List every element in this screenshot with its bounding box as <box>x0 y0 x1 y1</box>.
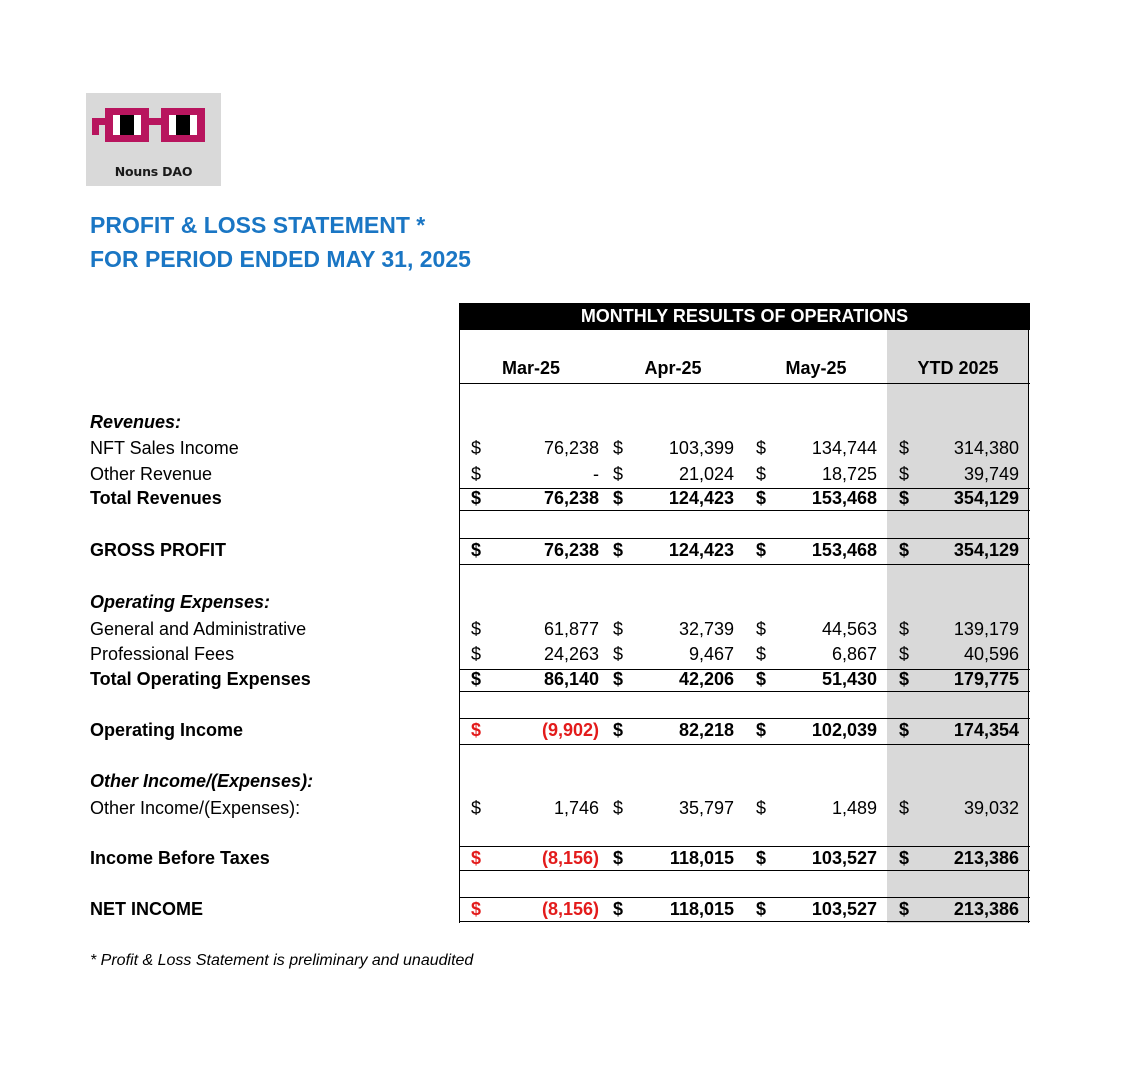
dollar-sign: $ <box>612 438 623 458</box>
col-header-may: May-25 <box>785 358 847 378</box>
cell-totopex-may: 51,430 <box>821 669 877 689</box>
dollar-sign: $ <box>470 619 481 639</box>
dollar-sign: $ <box>612 848 623 868</box>
dollar-sign: $ <box>470 464 481 484</box>
operating-income-topline <box>459 718 1030 719</box>
col-header-apr: Apr-25 <box>644 358 702 378</box>
dollar-sign: $ <box>470 899 481 919</box>
cell-prof-may: 6,867 <box>831 644 877 664</box>
cell-prof-ytd: 40,596 <box>963 644 1019 664</box>
row-label-gross-profit: GROSS PROFIT <box>90 540 227 560</box>
dollar-sign: $ <box>612 669 623 689</box>
cell-othinc-mar: 1,746 <box>553 798 599 818</box>
dollar-sign: $ <box>612 644 623 664</box>
col-header-ytd: YTD 2025 <box>917 358 999 378</box>
dollar-sign: $ <box>898 644 909 664</box>
dollar-sign: $ <box>755 464 766 484</box>
dollar-sign: $ <box>470 798 481 818</box>
cell-totopex-ytd: 179,775 <box>953 669 1019 689</box>
dollar-sign: $ <box>755 669 766 689</box>
cell-opinc-apr: 82,218 <box>678 720 734 740</box>
cell-othinc-may: 1,489 <box>831 798 877 818</box>
net-income-topline <box>459 897 1030 898</box>
dollar-sign: $ <box>755 644 766 664</box>
dollar-sign: $ <box>898 720 909 740</box>
cell-ga-apr: 32,739 <box>678 619 734 639</box>
dollar-sign: $ <box>898 438 909 458</box>
cell-ga-mar: 61,877 <box>543 619 599 639</box>
cell-net-mar: (8,156) <box>541 899 599 919</box>
dollar-sign: $ <box>898 540 909 560</box>
row-label-nft-sales: NFT Sales Income <box>90 438 239 458</box>
cell-otherrev-ytd: 39,749 <box>963 464 1019 484</box>
table-border-right <box>1028 303 1029 923</box>
dollar-sign: $ <box>612 720 623 740</box>
cell-othinc-apr: 35,797 <box>678 798 734 818</box>
cell-totrev-apr: 124,423 <box>668 488 734 508</box>
cell-totrev-may: 153,468 <box>811 488 877 508</box>
row-label-professional-fees: Professional Fees <box>90 644 235 664</box>
table-border-left <box>459 303 460 923</box>
operating-income-underline <box>459 744 1030 745</box>
dollar-sign: $ <box>470 720 481 740</box>
cell-opinc-mar: (9,902) <box>541 720 599 740</box>
gross-profit-topline <box>459 538 1030 539</box>
dollar-sign: $ <box>898 848 909 868</box>
nouns-dao-logo <box>86 93 221 186</box>
total-opex-underline <box>459 691 1030 692</box>
dollar-sign: $ <box>898 488 909 508</box>
cell-ibt-mar: (8,156) <box>541 848 599 868</box>
dollar-sign: $ <box>612 464 623 484</box>
cell-ibt-may: 103,527 <box>811 848 877 868</box>
dollar-sign: $ <box>612 540 623 560</box>
table-header-bar: MONTHLY RESULTS OF OPERATIONS <box>459 303 1030 330</box>
row-label-g-and-a: General and Administrative <box>90 619 307 639</box>
cell-gross-apr: 124,423 <box>668 540 734 560</box>
section-other-income: Other Income/(Expenses): <box>90 771 314 791</box>
cell-totrev-ytd: 354,129 <box>953 488 1019 508</box>
dollar-sign: $ <box>898 619 909 639</box>
row-label-other-revenue: Other Revenue <box>90 464 213 484</box>
cell-prof-apr: 9,467 <box>688 644 734 664</box>
cell-totopex-mar: 86,140 <box>543 669 599 689</box>
cell-net-ytd: 213,386 <box>953 899 1019 919</box>
cell-otherrev-may: 18,725 <box>821 464 877 484</box>
cell-prof-mar: 24,263 <box>543 644 599 664</box>
cell-otherrev-mar: - <box>593 464 599 484</box>
row-label-income-before-taxes: Income Before Taxes <box>90 848 270 868</box>
dollar-sign: $ <box>755 488 766 508</box>
dollar-sign: $ <box>612 619 623 639</box>
row-label-total-opex: Total Operating Expenses <box>90 669 311 689</box>
noggles-icon <box>92 107 216 147</box>
cell-ibt-ytd: 213,386 <box>953 848 1019 868</box>
section-revenues: Revenues: <box>90 412 182 432</box>
dollar-sign: $ <box>755 540 766 560</box>
total-revenues-underline <box>459 510 1030 511</box>
dollar-sign: $ <box>898 899 909 919</box>
statement-period: FOR PERIOD ENDED MAY 31, 2025 <box>90 246 471 272</box>
row-label-operating-income: Operating Income <box>90 720 244 740</box>
ibt-topline <box>459 846 1030 847</box>
dollar-sign: $ <box>898 464 909 484</box>
dollar-sign: $ <box>755 720 766 740</box>
cell-nft-mar: 76,238 <box>543 438 599 458</box>
section-operating-expenses: Operating Expenses: <box>90 592 271 612</box>
cell-gross-ytd: 354,129 <box>953 540 1019 560</box>
ibt-underline <box>459 870 1030 871</box>
dollar-sign: $ <box>612 798 623 818</box>
dollar-sign: $ <box>898 669 909 689</box>
cell-opinc-may: 102,039 <box>811 720 877 740</box>
cell-opinc-ytd: 174,354 <box>953 720 1019 740</box>
cell-ga-may: 44,563 <box>821 619 877 639</box>
cell-nft-ytd: 314,380 <box>953 438 1019 458</box>
gross-profit-underline <box>459 564 1030 565</box>
cell-nft-may: 134,744 <box>811 438 877 458</box>
dollar-sign: $ <box>470 848 481 868</box>
dollar-sign: $ <box>898 798 909 818</box>
row-label-other-income: Other Income/(Expenses): <box>90 798 301 818</box>
dollar-sign: $ <box>755 438 766 458</box>
cell-gross-mar: 76,238 <box>543 540 599 560</box>
dollar-sign: $ <box>612 488 623 508</box>
statement-title: PROFIT & LOSS STATEMENT * <box>90 212 426 238</box>
cell-totrev-mar: 76,238 <box>543 488 599 508</box>
row-label-net-income: NET INCOME <box>90 899 204 919</box>
dollar-sign: $ <box>470 540 481 560</box>
cell-othinc-ytd: 39,032 <box>963 798 1019 818</box>
dollar-sign: $ <box>470 669 481 689</box>
dollar-sign: $ <box>470 644 481 664</box>
cell-ga-ytd: 139,179 <box>953 619 1019 639</box>
header-underline <box>459 383 1030 384</box>
cell-totopex-apr: 42,206 <box>678 669 734 689</box>
dollar-sign: $ <box>755 798 766 818</box>
net-income-underline <box>459 921 1030 922</box>
footnote: * Profit & Loss Statement is preliminary and unaudited <box>90 952 474 969</box>
dollar-sign: $ <box>612 899 623 919</box>
cell-net-apr: 118,015 <box>669 899 734 919</box>
row-label-total-revenues: Total Revenues <box>90 488 222 508</box>
cell-ibt-apr: 118,015 <box>669 848 734 868</box>
dollar-sign: $ <box>755 619 766 639</box>
dollar-sign: $ <box>470 488 481 508</box>
cell-otherrev-apr: 21,024 <box>678 464 734 484</box>
dollar-sign: $ <box>755 899 766 919</box>
cell-gross-may: 153,468 <box>811 540 877 560</box>
cell-net-may: 103,527 <box>811 899 877 919</box>
dollar-sign: $ <box>755 848 766 868</box>
cell-nft-apr: 103,399 <box>668 438 734 458</box>
col-header-mar: Mar-25 <box>501 358 561 378</box>
logo-text: Nouns DAO <box>114 164 193 179</box>
dollar-sign: $ <box>470 438 481 458</box>
